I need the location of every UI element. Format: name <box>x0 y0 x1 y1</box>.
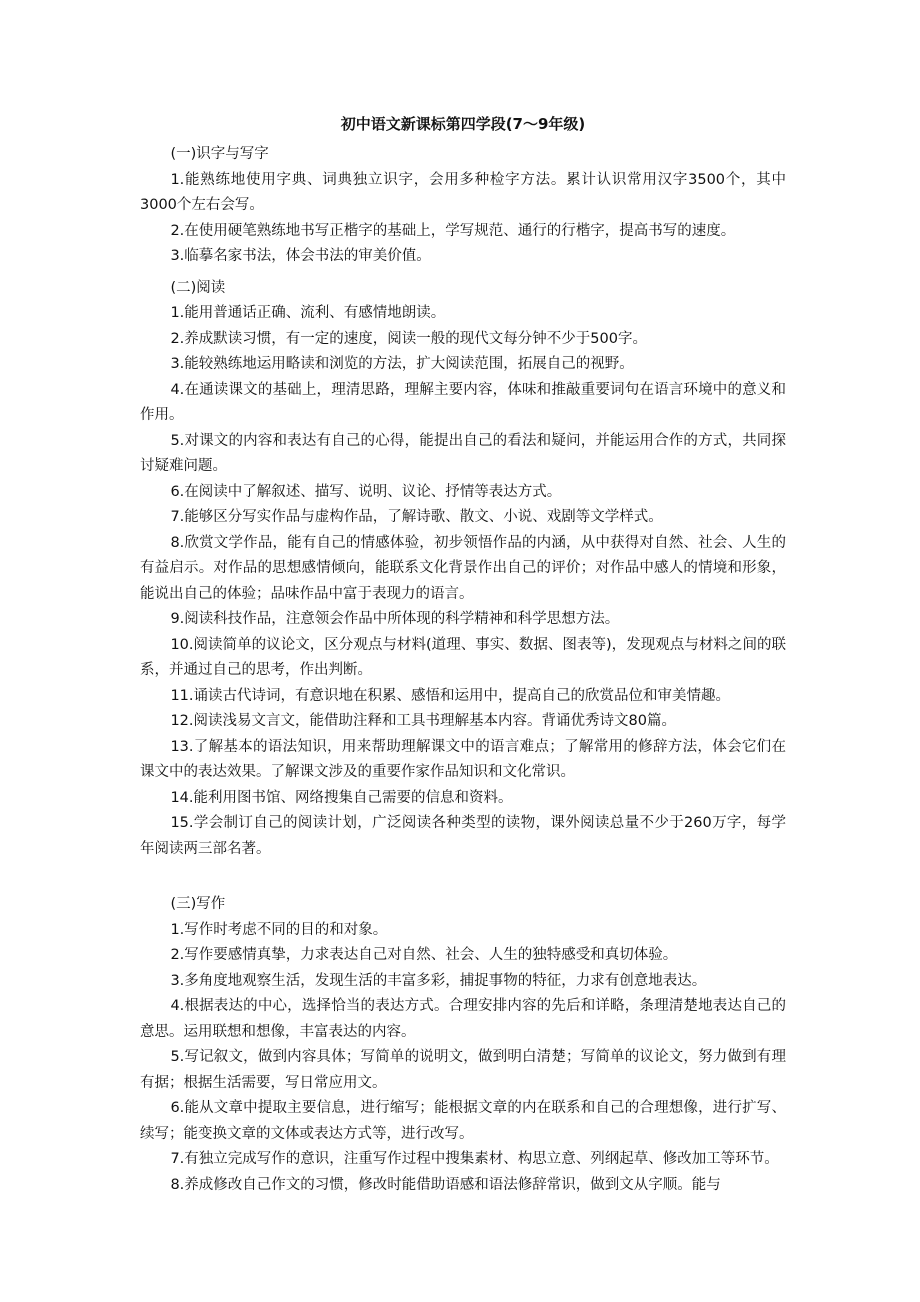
list-item: 6.在阅读中了解叙述、描写、说明、议论、抒情等表达方式。 <box>170 483 562 500</box>
list-item: 13.了解基本的语法知识，用来帮助理解课文中的语言难点；了解常用的修辞方法，体会它们在课文中的表达效果。了解课文涉及的重要作家作品知识和文化常识。 <box>140 738 786 780</box>
list-item: 8.欣赏文学作品，能有自己的情感体验，初步领悟作品的内涵，从中获得对自然、社会、人生的有益启示。对作品的思想感情倾向，能联系文化背景作出自己的评价；对作品中感人的情境和形象，能说出自己的体验；品味作品中富于表现力的语言。 <box>140 534 786 602</box>
list-item: 4.在通读课文的基础上，理清思路，理解主要内容，体味和推敲重要词句在语言环境中的意义和作用。 <box>140 381 786 423</box>
list-item: 2.养成默读习惯，有一定的速度，阅读一般的现代文每分钟不少于500字。 <box>170 330 647 347</box>
list-item: 3.能较熟练地运用略读和浏览的方法，扩大阅读范围，拓展自己的视野。 <box>170 356 634 372</box>
list-item: 5.对课文的内容和表达有自己的心得，能提出自己的看法和疑问，并能运用合作的方式，共同探讨疑难问题。 <box>140 432 786 474</box>
list-item: 1.写作时考虑不同的目的和对象。 <box>170 921 388 938</box>
list-item: 5.写记叙文，做到内容具体；写简单的说明文，做到明白清楚；写简单的议论文，努力做到有理有据；根据生活需要，写日常应用文。 <box>140 1049 786 1091</box>
list-item: 15.学会制订自己的阅读计划，广泛阅读各种类型的读物，课外阅读总量不少于260万字，每学年阅读两三部名著。 <box>140 815 786 857</box>
list-item: 10.阅读简单的议论文，区分观点与材料(道理、事实、数据、图表等)，发现观点与材料之间的联系，并通过自己的思考，作出判断。 <box>140 636 786 678</box>
section-heading: (二)阅读 <box>170 279 226 296</box>
list-item: 12.阅读浅易文言文，能借助注释和工具书理解基本内容。背诵优秀诗文80篇。 <box>170 713 676 729</box>
list-item: 3.临摹名家书法，体会书法的审美价值。 <box>170 248 431 264</box>
section-heading: (一)识字与写字 <box>170 146 269 162</box>
document-title: 初中语文新课标第四学段(7～9年级) <box>340 115 586 133</box>
list-item: 7.能够区分写实作品与虚构作品，了解诗歌、散文、小说、戏剧等文学样式。 <box>170 509 663 525</box>
list-item: 1.能用普通话正确、流利、有感情地朗读。 <box>170 305 446 321</box>
section-heading: (三)写作 <box>170 896 226 912</box>
section-writing <box>140 892 786 1198</box>
list-item: 9.阅读科技作品，注意领会作品中所体现的科学精神和科学思想方法。 <box>170 611 620 627</box>
list-item: 2.在使用硬笔熟练地书写正楷字的基础上，学写规范、通行的行楷字，提高书写的速度。 <box>170 222 736 239</box>
list-item: 4.根据表达的中心，选择恰当的表达方式。合理安排内容的先后和详略，条理清楚地表达自己的意思。运用联想和想像，丰富表达的内容。 <box>140 998 786 1040</box>
section-reading <box>140 276 786 863</box>
list-item: 8.养成修改自己作文的习惯，修改时能借助语感和语法修辞常识，做到文从字顺。能与 <box>170 1176 721 1193</box>
list-item: 3.多角度地观察生活，发现生活的丰富多彩，捕捉事物的特征，力求有创意地表达。 <box>170 972 707 989</box>
list-item: 11.诵读古代诗词，有意识地在积累、感悟和运用中，提高自己的欣赏品位和审美情趣。 <box>170 687 730 704</box>
list-item: 2.写作要感情真挚，力求表达自己对自然、社会、人生的独特感受和真切体验。 <box>170 947 678 963</box>
document-page <box>140 112 786 1198</box>
section-literacy <box>140 142 786 270</box>
list-item: 14.能利用图书馆、网络搜集自己需要的信息和资料。 <box>170 789 513 806</box>
list-item: 6.能从文章中提取主要信息，进行缩写；能根据文章的内在联系和自己的合理想像，进行扩写、续写；能变换文章的文体或表达方式等，进行改写。 <box>140 1100 786 1142</box>
list-item: 7.有独立完成写作的意识，注重写作过程中搜集素材、构思立意、列纲起草、修改加工等环节。 <box>170 1151 779 1167</box>
list-item: 1.能熟练地使用字典、词典独立识字，会用多种检字方法。累计认识常用汉字3500个，其中3000个左右会写。 <box>140 171 786 213</box>
